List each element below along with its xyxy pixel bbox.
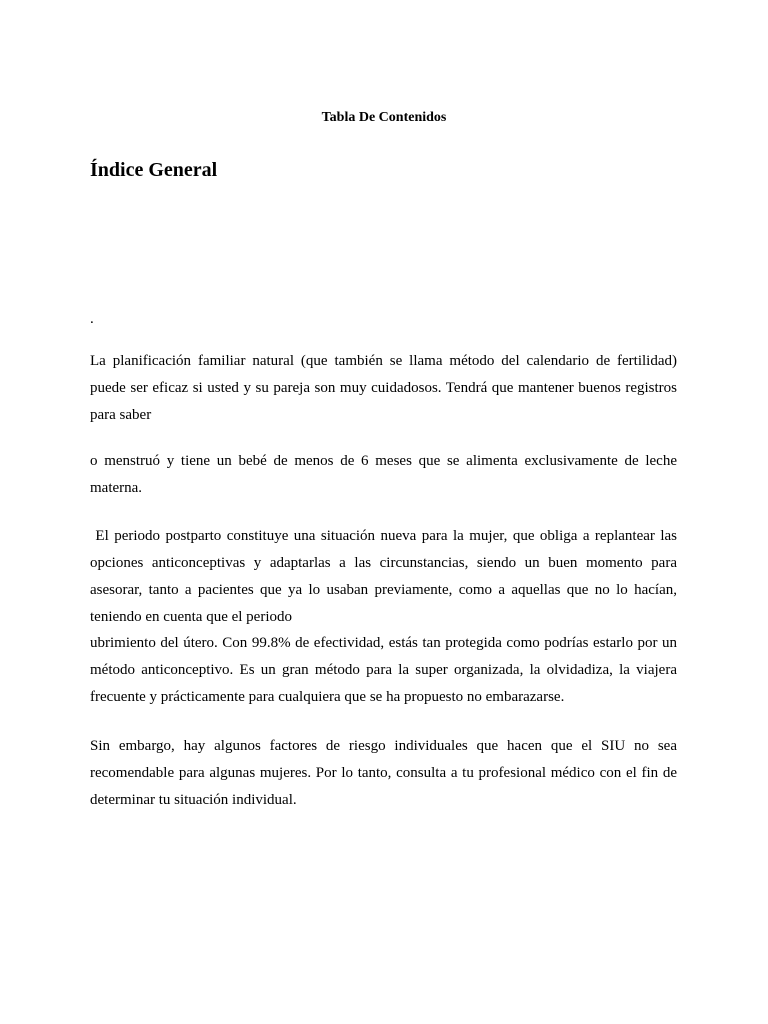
paragraph-line: La planificación familiar natural (que también se llama método del calendario de fertilidad)	[90, 353, 677, 369]
paragraph-effectiveness	[90, 630, 677, 711]
paragraph-line: determinar tu situación individual.	[90, 792, 297, 808]
paragraph-line: para saber	[90, 407, 152, 423]
index-heading: Índice General	[90, 159, 218, 181]
paragraph-line: método anticonceptivo. Es un gran método para la super organizada, la olvidadiza, la viajera	[90, 662, 677, 678]
paragraph-line: ubrimiento del útero. Con 99.8% de efectividad, estás tan protegida como podrías estarlo por un	[90, 635, 677, 651]
paragraph-natural-planning	[90, 348, 677, 429]
separator-dot: .	[90, 311, 94, 327]
paragraph-line: recomendable para algunas mujeres. Por lo tanto, consulta a tu profesional médico con el fin de	[90, 765, 677, 781]
paragraph-line: asesorar, tanto a pacientes que ya lo usaban previamente, como a aquellas que no lo hacían,	[90, 582, 677, 598]
paragraph-postpartum	[90, 523, 677, 631]
paragraph-risk-factors	[90, 733, 677, 814]
paragraph-line: opciones anticonceptivas y adaptarlas a las circunstancias, siendo un buen momento para	[90, 555, 677, 571]
paragraph-line: El periodo postparto constituye una situación nueva para la mujer, que obliga a replantear las	[90, 528, 677, 544]
paragraph-line: materna.	[90, 480, 143, 496]
paragraph-line: Sin embargo, hay algunos factores de riesgo individuales que hacen que el SIU no sea	[90, 738, 677, 754]
paragraph-breastfeeding	[90, 448, 677, 502]
paragraph-line: puede ser eficaz si usted y su pareja son muy cuidadosos. Tendrá que mantener buenos registros	[90, 380, 677, 396]
paragraph-line: o menstruó y tiene un bebé de menos de 6 meses que se alimenta exclusivamente de leche	[90, 453, 677, 469]
toc-heading: Tabla De Contenidos	[321, 110, 447, 125]
paragraph-line: teniendo en cuenta que el periodo	[90, 609, 293, 625]
paragraph-line: frecuente y prácticamente para cualquiera que se ha propuesto no embarazarse.	[90, 689, 565, 705]
